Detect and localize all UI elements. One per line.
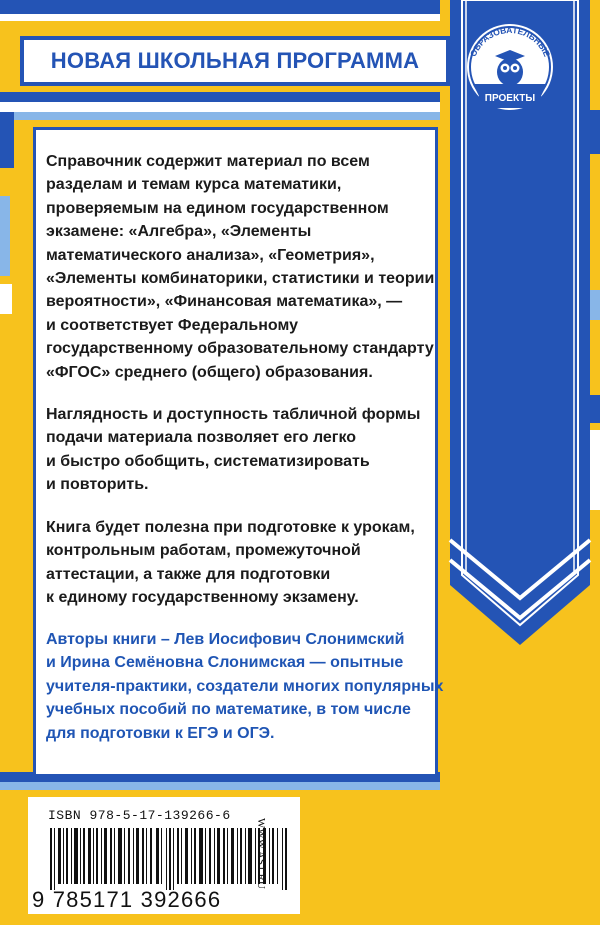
text-line: Наглядность и доступность табличной формы bbox=[46, 406, 421, 423]
barcode-digits: 9 785171 392666 bbox=[32, 887, 222, 912]
text-line: «ФГОС» среднего (общего) образования. bbox=[46, 363, 373, 381]
text-line: к единому государственному экзамену. bbox=[46, 589, 359, 607]
website-url bbox=[253, 818, 273, 898]
usage-paragraph bbox=[46, 516, 446, 610]
text-line: и быстро обобщить, систематизировать bbox=[46, 452, 370, 470]
text-line: проверяемым на едином государственном bbox=[46, 199, 389, 217]
left-edge-bar bbox=[0, 112, 14, 168]
bottom-light-band bbox=[0, 782, 440, 790]
series-title: НОВАЯ ШКОЛЬНАЯ ПРОГРАММА bbox=[20, 36, 450, 86]
text-line: Авторы книги – Лев Иосифович Слонимский bbox=[46, 631, 405, 648]
title-band bbox=[0, 92, 440, 102]
text-line: Справочник содержит материал по всем bbox=[46, 153, 370, 170]
text-line: подачи материала позволяет его легко bbox=[46, 429, 357, 447]
text-line: вероятности», «Финансовая математика», — bbox=[46, 293, 403, 311]
text-line: и соответствует Федеральному bbox=[46, 316, 298, 334]
white-band-1 bbox=[0, 102, 440, 112]
publisher-badge bbox=[455, 12, 565, 112]
text-line: государственному образовательному стандарту bbox=[46, 340, 434, 358]
left-edge-white bbox=[0, 284, 12, 314]
authors-paragraph bbox=[46, 628, 446, 745]
badge-banner-text: ПРОЕКТЫ bbox=[484, 93, 536, 104]
left-edge-light bbox=[0, 196, 10, 276]
text-line: и повторить. bbox=[46, 476, 149, 494]
top-stripe bbox=[0, 0, 440, 14]
text-line: математического анализа», «Геометрия», bbox=[46, 246, 375, 264]
text-line: аттестации, а также для подготовки bbox=[46, 565, 331, 583]
text-line: контрольным работам, промежуточной bbox=[46, 542, 361, 560]
description-paragraph bbox=[46, 150, 446, 384]
text-line: экзамене: «Алгебра», «Элементы bbox=[46, 223, 312, 241]
text-line: и Ирина Семёновна Слонимская — опытные bbox=[46, 654, 404, 672]
text-line: «Элементы комбинаторики, статистики и теории bbox=[46, 270, 435, 288]
website-url-text: WWW.AST.RU bbox=[255, 818, 267, 889]
top-white-stripe bbox=[0, 14, 440, 21]
text-line: Книга будет полезна при подготовке к урокам, bbox=[46, 519, 415, 536]
text-line: учителя-практики, создатели многих популярных bbox=[46, 677, 444, 695]
badge-arc-text: ОБРАЗОВАТЕЛЬНЫЕ bbox=[467, 24, 553, 59]
text-line: разделам и темам курса математики, bbox=[46, 176, 342, 194]
isbn-label: ISBN 978-5-17-139266-6 bbox=[48, 808, 231, 823]
light-band-1 bbox=[0, 112, 440, 120]
clarity-paragraph bbox=[46, 403, 446, 497]
text-line: для подготовки к ЕГЭ и ОГЭ. bbox=[46, 724, 275, 742]
text-line: учебных пособий по математике, в том числе bbox=[46, 701, 411, 719]
